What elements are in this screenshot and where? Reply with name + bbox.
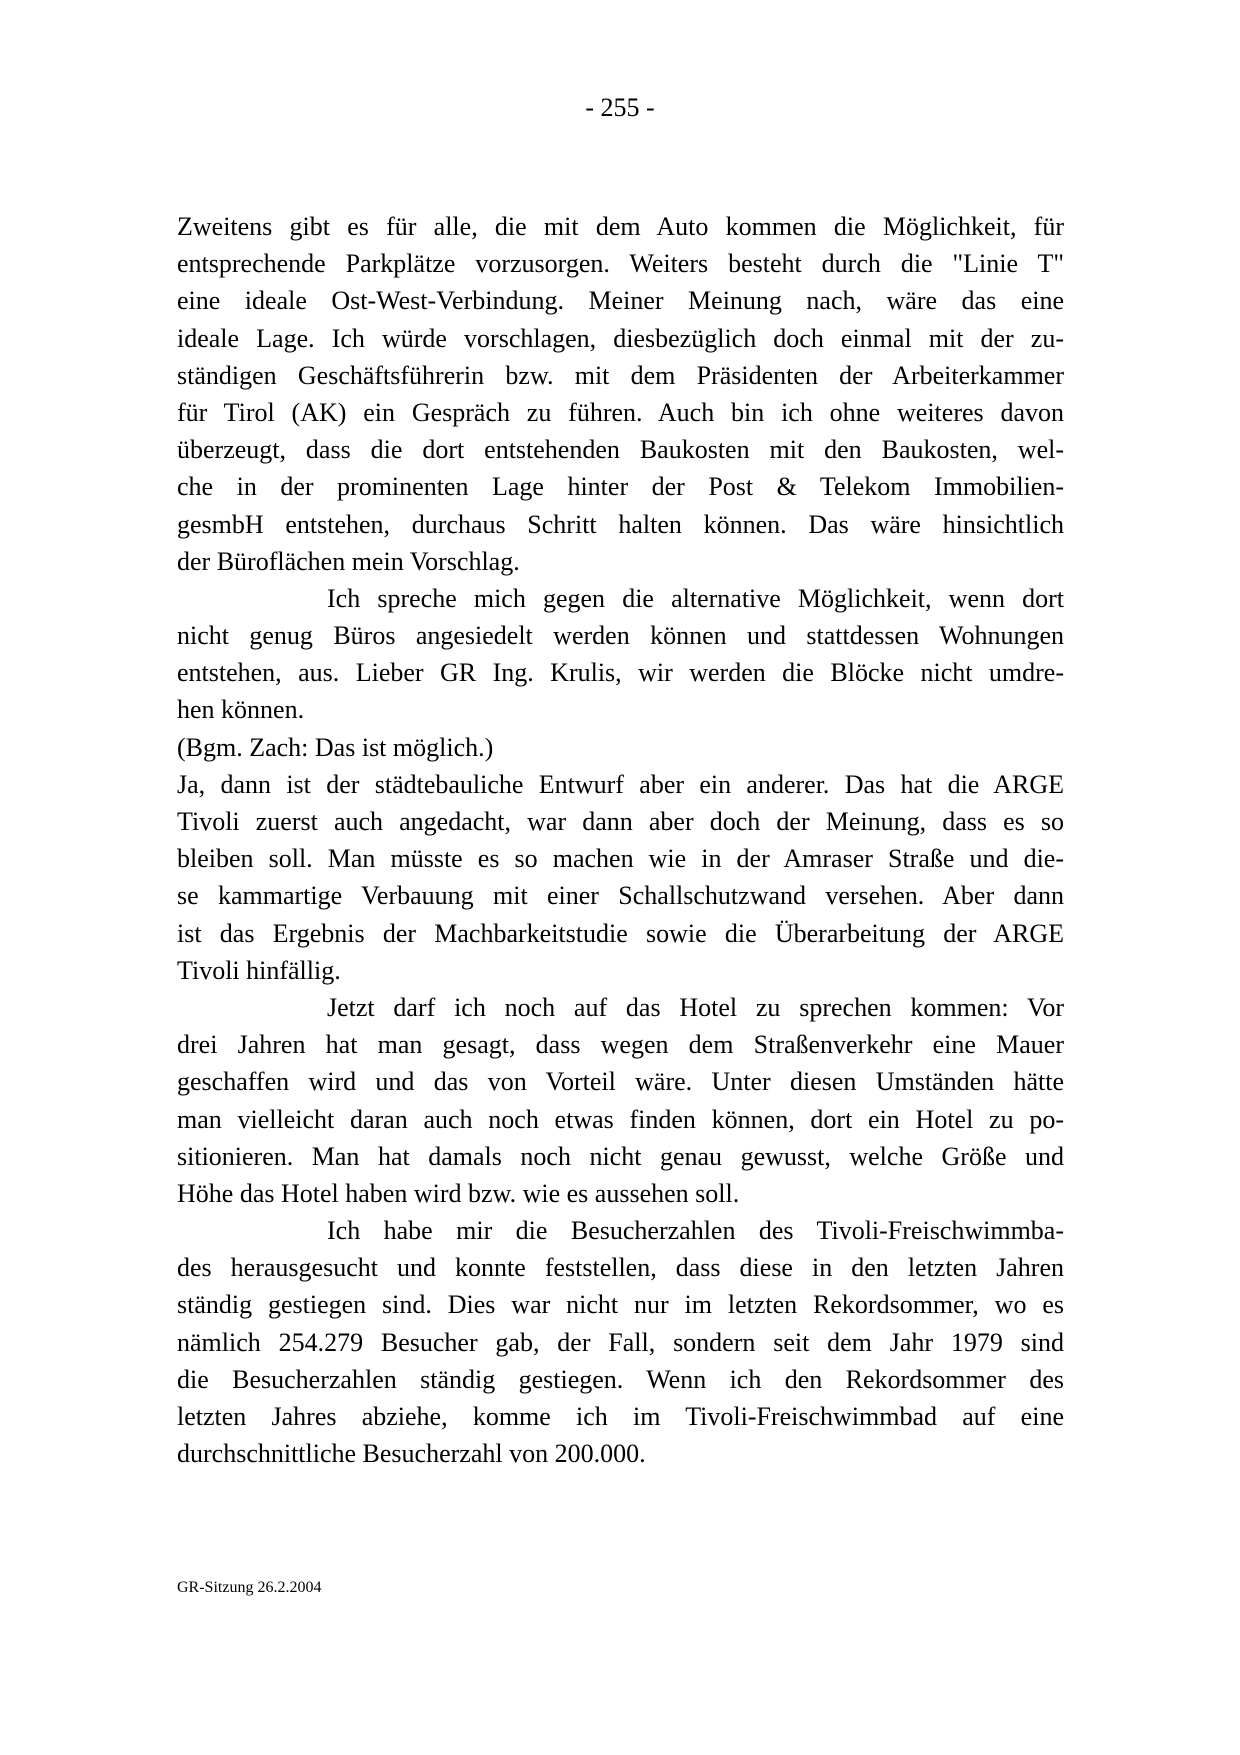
text-line: (Bgm. Zach: Das ist möglich.) bbox=[177, 732, 494, 762]
text-line: Tivoli hinfällig. bbox=[177, 955, 341, 985]
text-line: des herausgesucht und konnte feststellen, dass diese in den letzten Jahren bbox=[177, 1253, 1064, 1283]
text-line: entstehen, aus. Lieber GR Ing. Krulis, wir werden die Blöcke nicht umdre- bbox=[177, 658, 1064, 688]
text-line: eine ideale Ost-West-Verbindung. Meiner Meinung nach, wäre das eine bbox=[177, 286, 1064, 316]
text-line: gesmbH entstehen, durchaus Schritt halten können. Das wäre hinsichtlich bbox=[177, 509, 1064, 539]
paragraph bbox=[177, 989, 1064, 1212]
text-line: der Büroflächen mein Vorschlag. bbox=[177, 546, 520, 576]
text-line: hen können. bbox=[177, 695, 305, 725]
text-line: letzten Jahres abziehe, komme ich im Tivoli-Freischwimmbad auf eine bbox=[177, 1402, 1064, 1431]
text-line: für Tirol (AK) ein Gespräch zu führen. Auch bin ich ohne weiteres davon bbox=[177, 397, 1064, 427]
text-line: Ich habe mir die Besucherzahlen des Tivoli-Freischwimmba- bbox=[327, 1216, 1064, 1246]
text-line: entsprechende Parkplätze vorzusorgen. Weiters besteht durch die "Linie T" bbox=[177, 249, 1064, 279]
text-line: die Besucherzahlen ständig gestiegen. Wenn ich den Rekordsommer des bbox=[177, 1364, 1064, 1394]
paragraph bbox=[177, 208, 1064, 580]
text-line: Ich spreche mich gegen die alternative Möglichkeit, wenn dort bbox=[327, 583, 1064, 613]
text-line: nämlich 254.279 Besucher gab, der Fall, sondern seit dem Jahr 1979 sind bbox=[177, 1327, 1064, 1357]
text-line: ständigen Geschäftsführerin bzw. mit dem Präsidenten der Arbeiterkammer bbox=[177, 360, 1064, 390]
text-line: überzeugt, dass die dort entstehenden Baukosten mit den Baukosten, wel- bbox=[177, 435, 1064, 465]
text-line: drei Jahren hat man gesagt, dass wegen dem Straßenverkehr eine Mauer bbox=[177, 1030, 1064, 1060]
text-line: bleiben soll. Man müsste es so machen wie in der Amraser Straße und die- bbox=[177, 844, 1064, 874]
text-line: sitionieren. Man hat damals noch nicht genau gewusst, welche Größe und bbox=[177, 1141, 1064, 1171]
text-line: Jetzt darf ich noch auf das Hotel zu sprechen kommen: Vor bbox=[327, 992, 1064, 1022]
paragraph bbox=[177, 1212, 1064, 1472]
text-line: man vielleicht daran auch noch etwas finden können, dort ein Hotel zu po- bbox=[177, 1104, 1064, 1134]
text-line: Zweitens gibt es für alle, die mit dem Auto kommen die Möglichkeit, für bbox=[177, 212, 1064, 241]
footer-session-date: GR-Sitzung 26.2.2004 bbox=[177, 1579, 322, 1596]
text-line: ständig gestiegen sind. Dies war nicht nur im letzten Rekordsommer, wo es bbox=[177, 1290, 1064, 1320]
paragraph bbox=[177, 729, 1064, 766]
text-line: ideale Lage. Ich würde vorschlagen, diesbezüglich doch einmal mit der zu- bbox=[177, 323, 1064, 353]
text-line: Tivoli zuerst auch angedacht, war dann aber doch der Meinung, dass es so bbox=[177, 807, 1064, 836]
text-line: nicht genug Büros angesiedelt werden können und stattdessen Wohnungen bbox=[177, 621, 1064, 651]
text-line: Höhe das Hotel haben wird bzw. wie es aussehen soll. bbox=[177, 1178, 740, 1208]
text-line: geschaffen wird und das von Vorteil wäre. Unter diesen Umständen hätte bbox=[177, 1067, 1064, 1097]
paragraph bbox=[177, 766, 1064, 989]
text-line: ist das Ergebnis der Machbarkeitstudie sowie die Überarbeitung der ARGE bbox=[177, 918, 1064, 948]
text-line: se kammartige Verbauung mit einer Schallschutzwand versehen. Aber dann bbox=[177, 881, 1064, 911]
text-line: Ja, dann ist der städtebauliche Entwurf aber ein anderer. Das hat die ARGE bbox=[177, 769, 1064, 799]
page-number: - 255 - bbox=[585, 93, 655, 122]
paragraph bbox=[177, 580, 1064, 729]
text-line: che in der prominenten Lage hinter der Post & Telekom Immobilien- bbox=[177, 472, 1064, 502]
text-line: durchschnittliche Besucherzahl von 200.000. bbox=[177, 1439, 646, 1469]
body-text bbox=[177, 208, 1064, 1472]
